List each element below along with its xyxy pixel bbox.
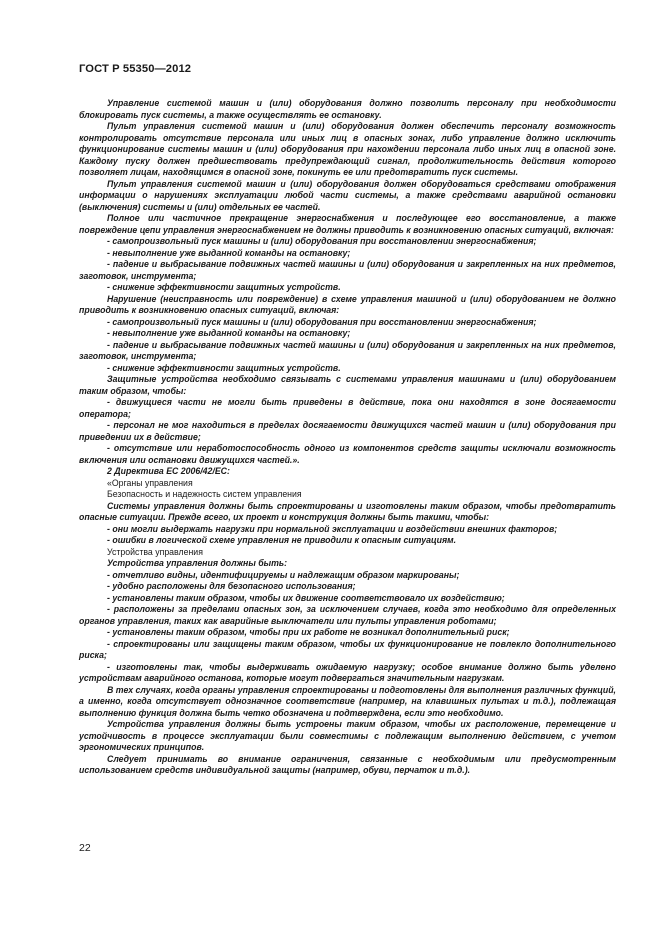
paragraph: - отсутствие или неработоспособность одного из компонентов средств защиты исключали возможность включения или остановки движущихся частей.».	[79, 443, 616, 465]
paragraph: Управление системой машин и (или) оборудования должно позволить персоналу при необходимости блокировать пуск системы, а также осуществлять ее остановку.	[79, 98, 616, 120]
paragraph: - падение и выбрасывание подвижных частей машины и (или) оборудования и закрепленных на них предметов, заготовок, инструмента;	[79, 339, 616, 361]
paragraph: - самопроизвольный пуск машины и (или) оборудования при восстановлении энергоснабжения;	[107, 236, 537, 246]
paragraph: Пульт управления системой машин и (или) оборудования должен обеспечить персоналу возможность контролировать отсутствие персонала или иных лиц в опасных зонах, либо управление должно исключить функционирование системы машин и (или) оборудования при нахождении персонала либо иных лиц в опасной зоне. Каждому пуску должен предшествовать предупреждающий сигнал, продолжительность действия которого позволяет лицам, находящимся в опасной зоне, покинуть ее или предотвратить пуск системы.	[79, 121, 616, 177]
paragraph: - снижение эффективности защитных устройств.	[107, 362, 341, 373]
paragraph: Защитные устройства необходимо связывать с системами управления машинами и (или) оборудованием таким образом, чтобы:	[79, 374, 616, 396]
paragraph: - невыполнение уже выданной команды на остановку;	[107, 247, 351, 258]
paragraph: - невыполнение уже выданной команды на остановку;	[107, 328, 351, 338]
paragraph: - ошибки в логической схеме управления не приводили к опасным ситуациям.	[107, 535, 457, 545]
paragraph: Пульт управления системой машин и (или) оборудования должен оборудоваться средствами отображения информации о нарушениях эксплуатации любой части системы, а также средствами аварийной остановки (выключения) системы и (или) отдельных ее частей.	[79, 178, 616, 212]
paragraph: В тех случаях, когда органы управления спроектированы и подготовлены для выполнения различных функций, а именно, когда отсутствует однозначное соответствие (например, на клавишных пультах и т.д.), подлежащая выполнению функция должна быть четко обозначена и подтверждена, если это необходимо.	[79, 684, 616, 718]
paragraph: - изготовлены так, чтобы выдерживать ожидаемую нагрузку; особое внимание должно быть уделено устройствам аварийного останова, которые могут подвергаться значительным нагрузкам.	[79, 661, 616, 683]
document-body	[79, 98, 616, 777]
paragraph: - снижение эффективности защитных устройств.	[107, 282, 341, 292]
paragraph: - удобно расположены для безопасного использования;	[107, 581, 356, 591]
paragraph: - падение и выбрасывание подвижных частей машины и (или) оборудования и закрепленных на них предметов, заготовок, инструмента;	[79, 259, 616, 281]
paragraph: - они могли выдержать нагрузки при нормальной эксплуатации и воздействии внешних факторов;	[107, 523, 558, 534]
paragraph: Безопасность и надежность систем управления	[107, 489, 302, 499]
paragraph: - отчетливо видны, идентифицируемы и надлежащим образом маркированы;	[107, 569, 460, 580]
paragraph: 2 Директива ЕС 2006/42/ЕС:	[107, 466, 230, 476]
paragraph: - установлены таким образом, чтобы их движение соответствовало их воздействию;	[107, 592, 505, 603]
paragraph: - персонал не мог находиться в пределах досягаемости движущихся частей машин и (или) оборудования при приведении их в действие;	[79, 420, 616, 442]
paragraph: - движущиеся части не могли быть приведены в действие, пока они находятся в зоне досягаемости оператора;	[79, 397, 616, 419]
paragraph: Устройства управления должны быть:	[107, 558, 288, 568]
paragraph: - самопроизвольный пуск машины и (или) оборудования при восстановлении энергоснабжения;	[107, 316, 537, 327]
page-number: 22	[79, 842, 91, 854]
paragraph: - установлены таким образом, чтобы при их работе не возникал дополнительный риск;	[107, 627, 510, 637]
paragraph: Системы управления должны быть спроектированы и изготовлены таким образом, чтобы предотвратить опасные ситуации. Прежде всего, их проект и конструкция должны быть такими, чтобы:	[79, 500, 616, 522]
paragraph: - спроектированы или защищены таким образом, чтобы их функционирование не повлекло дополнительного риска;	[79, 638, 616, 660]
document-header: ГОСТ Р 55350—2012	[79, 63, 192, 75]
paragraph: Нарушение (неисправность или повреждение) в схеме управления машиной и (или) оборудованием не должно приводить к возникновению опасных ситуаций, включая:	[79, 293, 616, 315]
paragraph: Устройства управления	[107, 546, 203, 557]
paragraph: Устройства управления должны быть устроены таким образом, чтобы их расположение, перемещение и устойчивость в процессе эксплуатации были совместимы с подлежащим выполнению действием, с учетом эргономических принципов.	[79, 719, 616, 752]
paragraph: «Органы управления	[107, 477, 193, 488]
paragraph: Полное или частичное прекращение энергоснабжения и последующее его восстановление, а также повреждение цепи управления энергоснабжением не должны приводить к возникновению опасных ситуаций, включая:	[79, 213, 616, 235]
paragraph: - расположены за пределами опасных зон, за исключением случаев, когда это необходимо для определенных органов управления, таких как аварийные выключатели или пульты управления роботами;	[79, 604, 616, 626]
paragraph: Следует принимать во внимание ограничения, связанные с необходимым или предусмотренным использованием средств индивидуальной защиты (например, обуви, перчаток и т.д.).	[79, 753, 616, 775]
